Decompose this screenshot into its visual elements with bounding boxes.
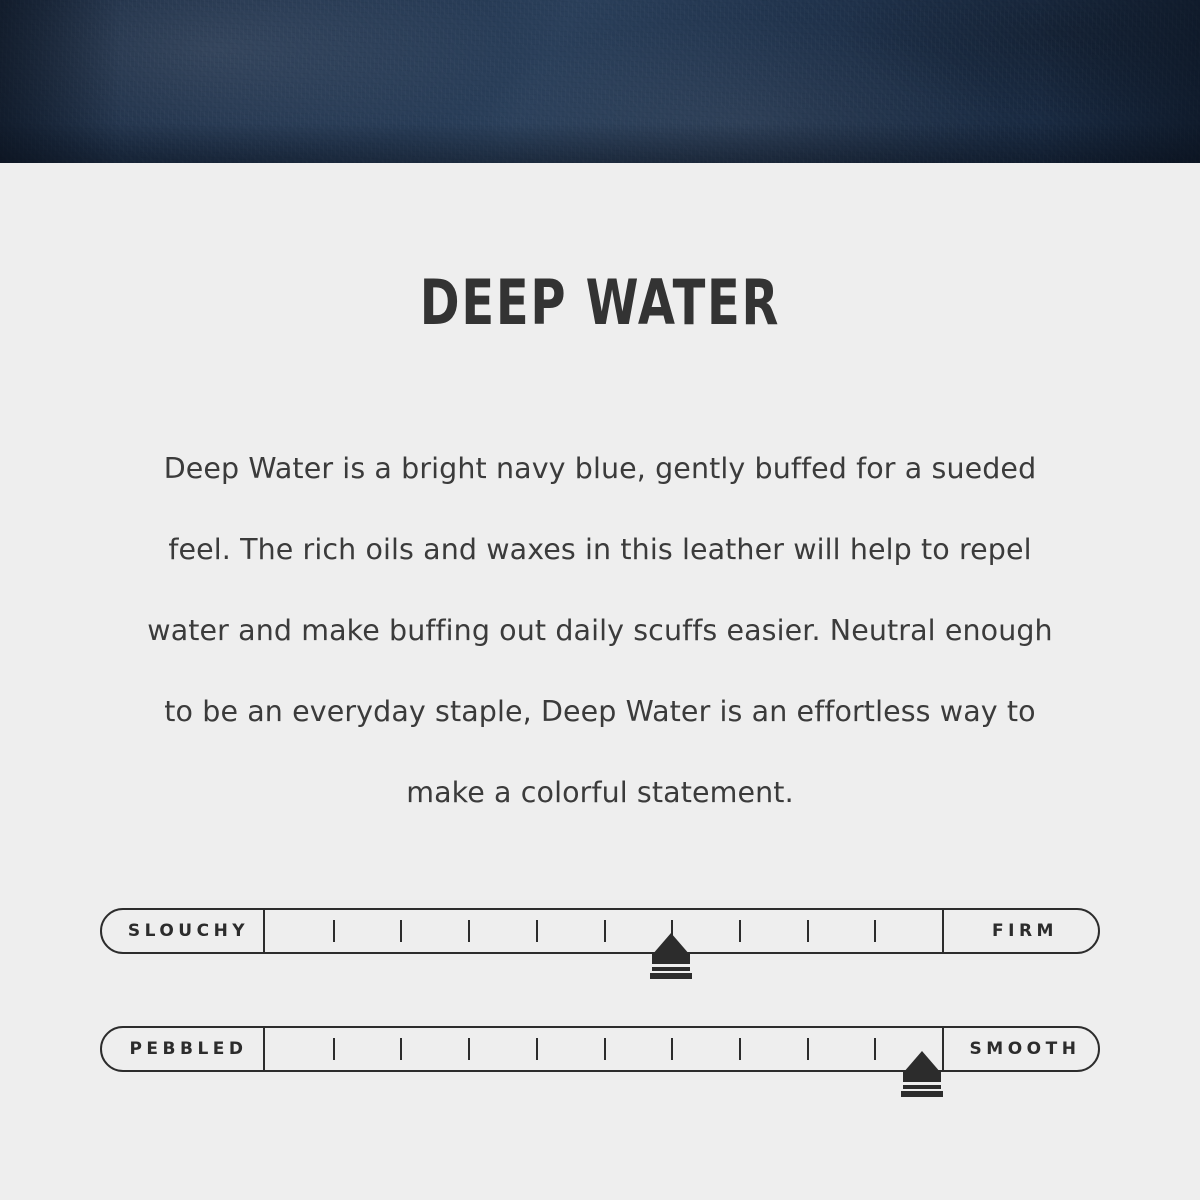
tick-mark: [604, 920, 606, 942]
marker-body: [903, 1072, 941, 1089]
marker-arrow-icon: [903, 1051, 941, 1073]
texture-slider-right-label: SMOOTH: [942, 1026, 1100, 1072]
firmness-slider-left-label: SLOUCHY: [100, 908, 265, 954]
firmness-slider-marker[interactable]: [652, 933, 690, 983]
texture-slider[interactable]: [100, 1026, 1100, 1072]
firmness-slider[interactable]: [100, 908, 1100, 954]
tick-mark: [536, 920, 538, 942]
leather-swatch-banner: [0, 0, 1200, 163]
tick-mark: [739, 1038, 741, 1060]
firmness-slider-ticks: [265, 908, 942, 954]
tick-mark: [333, 1038, 335, 1060]
texture-slider-marker[interactable]: [903, 1051, 941, 1101]
tick-mark: [468, 920, 470, 942]
marker-gap: [652, 964, 690, 967]
tick-mark: [333, 920, 335, 942]
tick-mark: [604, 1038, 606, 1060]
marker-arrow-icon: [652, 933, 690, 955]
texture-slider-left-label: PEBBLED: [100, 1026, 265, 1072]
texture-slider-ticks: [265, 1026, 942, 1072]
color-description: Deep Water is a bright navy blue, gently buffed for a sueded feel. The rich oils and waxes in this leather will help to repel water and make buffing out daily scuffs easier. Neutral enough to be an everyday staple, Deep Water is an effortless way to make a colorful statement.: [147, 452, 1053, 809]
page-title: DEEP WATER: [419, 266, 781, 339]
tick-mark: [536, 1038, 538, 1060]
tick-mark: [671, 1038, 673, 1060]
tick-mark: [468, 1038, 470, 1060]
tick-mark: [874, 1038, 876, 1060]
marker-gap: [903, 1082, 941, 1085]
swatch-bottom-shading: [0, 123, 1200, 163]
firmness-slider-right-label: FIRM: [942, 908, 1100, 954]
tick-mark: [400, 1038, 402, 1060]
tick-mark: [739, 920, 741, 942]
tick-mark: [807, 920, 809, 942]
marker-foot: [650, 973, 692, 979]
marker-foot: [901, 1091, 943, 1097]
tick-mark: [874, 920, 876, 942]
tick-mark: [400, 920, 402, 942]
tick-mark: [807, 1038, 809, 1060]
marker-body: [652, 954, 690, 971]
